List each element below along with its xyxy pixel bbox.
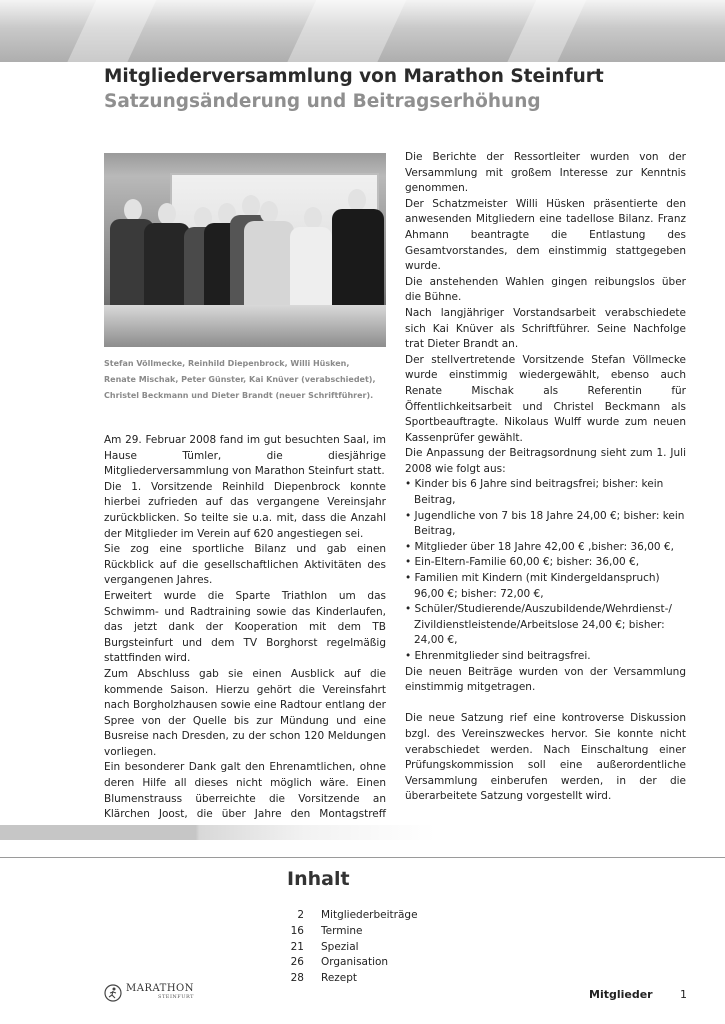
paragraph: Die neue Satzung rief eine kontroverse Diskussion bzgl. des Vereinszweckes hervor. Sie konnte nicht verabschiedet werden. Nach Einschaltung einer Prüfungskommission soll eine außerordentliche Versammlung einberufen werden, in der die überarbeitete Satzung vorgestellt wird. [405,712,686,803]
logo-subtext: STEINFURT [158,994,195,1000]
toc-page-number: 16 [290,924,304,937]
paragraph: Ein besonderer Dank galt den Ehrenamtlichen, ohne deren Hilfe all dieses nicht möglich wäre. Einen Blumenstrauss überreichte die Vorsitzende an Klärchen Joost, die über Jahre den Montagstreff [104,761,386,821]
page-number: 1 [680,988,687,1001]
fee-list-item: • Ein-Eltern-Familie 60,00 €; bisher: 36,00 €, [405,556,640,569]
paragraph: Zum Abschluss gab sie einen Ausblick auf die kommende Saison. Hierzu gehört die Vereinsfahrt nach Borgholzhausen sowie eine Radtour entlang der Spree von der Quelle bis zur Mündung und eine Busreise nach Dresden, zu der schon 120 Meldungen vorliegen. [104,667,386,758]
group-photo [104,153,386,347]
toc-label: Spezial [321,940,359,953]
paragraph: Die neuen Beiträge wurden von der Versammlung einstimmig mitgetragen. [405,665,686,694]
toc-page-number: 2 [297,909,304,921]
toc-entry[interactable] [284,908,418,924]
logo-wordmark: MARATHON [126,983,195,994]
paragraph: Die Anpassung der Beitragsordnung sieht zum 1. Juli 2008 wie folgt aus: [405,447,686,475]
paragraph: Die 1. Vorsitzende Reinhild Diepenbrock konnte hierbei zufrieden auf das vergangene Vereinsjahr zurückblicken. So teilte sie u.a. mit, dass die Anzahl der Mitglieder im Verein auf 620 angestiegen sei. [104,480,386,540]
fee-list-item: • Kinder bis 6 Jahre sind beitragsfrei; bisher: kein Beitrag, [405,478,664,507]
header-banner [0,0,725,62]
toc-page-number: 28 [290,972,304,985]
fee-list-item: • Ehrenmitglieder sind beitragsfrei. [405,650,591,662]
toc-entry[interactable] [284,955,418,971]
toc-label: Termine [321,924,363,937]
paragraph: Am 29. Februar 2008 fand im gut besuchten Saal, im Hause Tümler, die diesjährige Mitgliederversammlung von Marathon Steinfurt statt. [104,434,386,478]
section-divider-bar [0,825,725,840]
paragraph: Der stellvertretende Vorsitzende Stefan Völlmecke wurde einstimmig wiedergewählt, ebenso auch Renate Mischak als Referentin für Öffentlichkeitsarbeit und Christel Beckmann als Sportbeauftragte. Nikolaus Wulff wurde zum neuen Kassenprüfer gewählt. [405,353,686,444]
paragraph: Die anstehenden Wahlen gingen reibungslos über die Bühne. [405,275,686,304]
toc-title: Inhalt [287,868,350,890]
toc-page-number: 26 [290,956,304,969]
paragraph: Erweitert wurde die Sparte Triathlon um das Schwimm- und Radtraining sowie das Kinderlaufen, das jetzt dank der Kooperation mit dem TB Burgsteinfurt und dem TV Borghorst regelmäßig stattfinden wird. [104,589,386,665]
paragraph: Nach langjähriger Vorstandsarbeit verabschiedete sich Kai Knüver als Schriftführer. Seine Nachfolge trat Dieter Brandt an. [405,306,686,351]
page-subtitle: Satzungsänderung und Beitragserhöhung [104,91,541,112]
fee-list-item: • Schüler/Studierende/Auszubildende/Wehrdienst-/ Zivildienstleistende/Arbeitslose 24,00 €; bisher: 24,00 €, [405,603,672,647]
toc-label: Organisation [321,956,389,969]
article-column-left [104,433,386,838]
article-heading [104,64,604,114]
article-column-right [405,150,686,805]
table-of-contents [284,908,418,987]
caption-line: Renate Mischak, Peter Günster, Kai Knüver (verabschiedet), [104,375,376,384]
paragraph: Die Berichte der Ressortleiter wurden von der Versammlung mit großem Interesse zur Kenntnis genommen. [405,151,686,195]
fee-list-item: • Mitglieder über 18 Jahre 42,00 € ,bisher: 36,00 €, [405,540,674,553]
marathon-logo [104,984,194,1002]
fee-list-item: • Jugendliche von 7 bis 18 Jahre 24,00 €; bisher: kein Beitrag, [405,509,685,538]
toc-page-number: 21 [290,940,304,953]
toc-entry[interactable] [284,971,418,987]
toc-entry[interactable] [284,924,418,940]
footer-section-label: Mitglieder [589,988,653,1001]
toc-label: Mitgliederbeiträge [321,909,418,921]
photo-caption [104,356,386,404]
runner-emblem-icon [104,984,122,1002]
caption-line: Stefan Völlmecke, Reinhild Diepenbrock, Willi Hüsken, [104,359,350,368]
paragraph: Der Schatzmeister Willi Hüsken präsentierte den anwesenden Mitgliedern eine tadellose Bilanz. Franz Ahmann beantragte die Entlastung des Gesamtvorstandes, dem einstimmig stattgegeben wurde. [405,197,686,273]
conference-table [104,305,386,347]
paragraph: Sie zog eine sportliche Bilanz und gab einen Rückblick auf die gesellschaftlichen Aktivitäten des vergangenen Jahres. [104,543,386,587]
section-divider-line [0,857,725,858]
fee-list-item: • Familien mit Kindern (mit Kindergeldanspruch) 96,00 €; bisher: 72,00 €, [405,572,660,600]
caption-line: Christel Beckmann und Dieter Brandt (neuer Schriftführer). [104,391,374,400]
toc-label: Rezept [321,972,358,985]
page-title: Mitgliederversammlung von Marathon Steinfurt [104,66,604,87]
toc-entry[interactable] [284,940,418,956]
